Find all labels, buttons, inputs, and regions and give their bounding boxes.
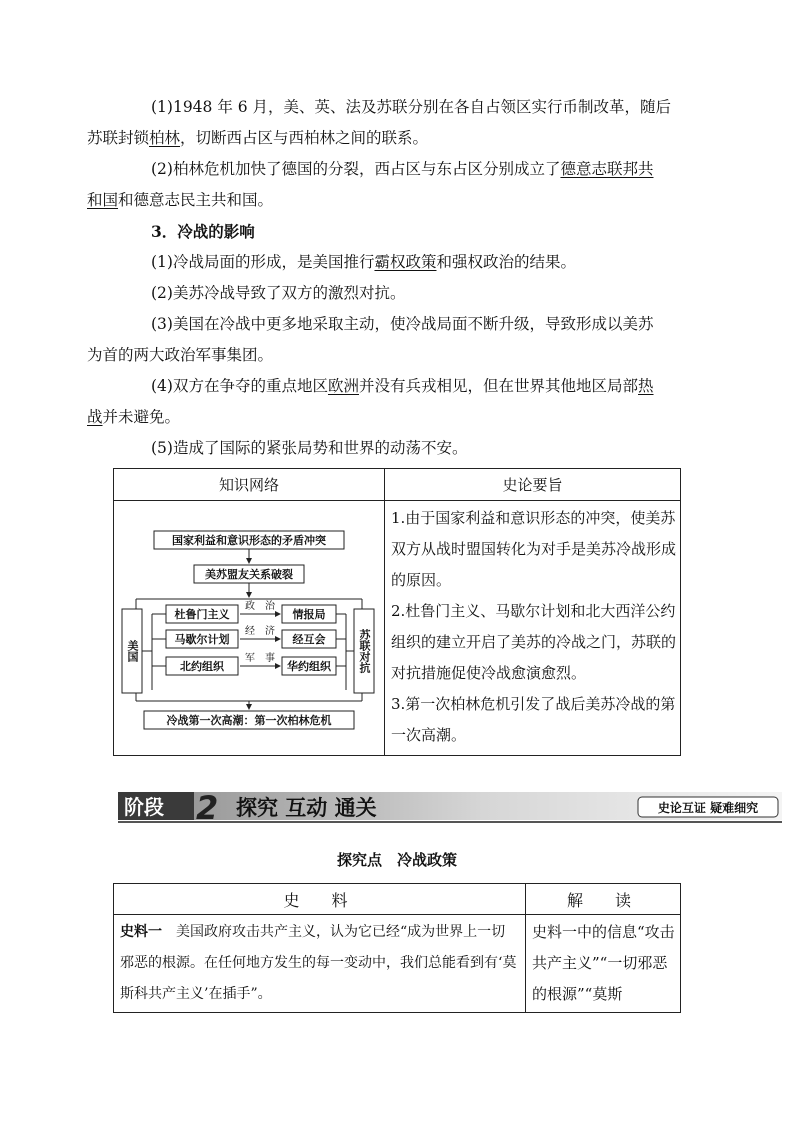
diagram-row1-left: 杜鲁门主义	[174, 608, 230, 621]
text: ，切断西占区与西柏林之间的联系。	[180, 129, 429, 147]
text: 苏联封锁	[87, 129, 150, 147]
diagram-row3-left: 北约组织	[180, 660, 224, 673]
col-header-interpretation: 解 读	[526, 884, 681, 915]
underlined-term: 热	[638, 377, 654, 395]
text: 并未避免。	[102, 408, 181, 426]
source-text: 美国政府攻击共产主义，认为它已经“成为世界上一切邪恶的根源。在任何地方发生的每一变动中，我们总能看到有‘莫斯科共产主义’在插手”。	[120, 924, 517, 1002]
section-heading: 探究点 冷战政策	[336, 851, 457, 869]
col-header-points: 史论要旨	[385, 469, 681, 501]
diagram-usa-label: 美国	[126, 640, 139, 662]
underlined-term: 柏林	[149, 129, 181, 147]
diagram-row3-mid: 军 事	[245, 653, 275, 664]
interpretation-cell: 史料一中的信息“攻击共产主义”“一切邪恶的根源”“莫斯	[526, 915, 681, 1013]
stage-tag: 史论互证 疑难细究	[657, 801, 759, 815]
knowledge-table	[113, 468, 681, 756]
text: (4)双方在争夺的重点地区	[151, 377, 328, 395]
section-3-heading: 3．冷战的影响	[151, 222, 255, 241]
diagram-bottom-label: 冷战第一次高潮：第一次柏林危机	[166, 714, 332, 727]
diagram-row2-mid: 经 济	[245, 626, 275, 637]
diagram-row1-right: 情报局	[292, 608, 326, 621]
knowledge-diagram	[114, 501, 384, 751]
underlined-term: 和国	[87, 191, 119, 209]
underlined-term: 战	[87, 408, 103, 426]
diagram-row2-left: 马歇尔计划	[174, 633, 230, 646]
paragraph-3	[119, 247, 679, 278]
paragraph-4: (2)美苏冷战导致了双方的激烈对抗。	[151, 284, 406, 302]
key-point-2: 2.杜鲁门主义、马歇尔计划和北大西洋公约组织的建立开启了美苏的冷战之门，苏联的对抗措施促使冷战愈演愈烈。	[391, 602, 677, 682]
diagram-row1-mid: 政 治	[245, 601, 275, 612]
underlined-term: 德意志联邦共	[560, 160, 654, 178]
key-point-1: 1.由于国家利益和意识形态的冲突，使美苏双方从战时盟国转化为对手是美苏冷战形成的原因。	[391, 509, 677, 589]
underlined-term: 欧洲	[327, 377, 359, 395]
diagram-ussr-label: 苏联对抗	[358, 629, 371, 673]
stage-number: 2	[196, 789, 219, 824]
diagram-row2-right: 经互会	[292, 633, 326, 646]
text: (3)美国在冷战中更多地采取主动，使冷战局面不断升级，导致形成以美苏	[151, 315, 654, 333]
paragraph-2	[87, 154, 679, 216]
paragraph-7: (5)造成了国际的紧张局势和世界的动荡不安。	[151, 439, 468, 457]
paragraph-6	[87, 371, 679, 433]
text: (1)1948 年 6 月，美、英、法及苏联分别在各自占领区实行币制改革，随后	[151, 98, 672, 116]
text: 并没有兵戎相见，但在世界其他地区局部	[358, 377, 638, 395]
key-points-cell	[385, 501, 681, 756]
col-header-network: 知识网络	[114, 469, 385, 501]
stage-title: 探究 互动 通关	[236, 795, 377, 820]
stage-label: 阶段	[124, 795, 164, 819]
source-table	[113, 883, 681, 1013]
text: (1)冷战局面的形成，是美国推行	[151, 253, 375, 271]
stage-banner	[118, 788, 782, 824]
source-cell	[114, 915, 526, 1013]
knowledge-diagram-cell	[114, 501, 385, 756]
text: (2)柏林危机加快了德国的分裂，西占区与东占区分别成立了	[151, 160, 561, 178]
paragraph-1	[87, 92, 679, 154]
text: 和德意志民主共和国。	[118, 191, 274, 209]
col-header-source: 史 料	[114, 884, 526, 915]
text: 为首的两大政治军事集团。	[87, 346, 274, 364]
underlined-term: 霸权政策	[374, 253, 437, 271]
diagram-row3-right: 华约组织	[287, 660, 331, 673]
key-point-3: 3.第一次柏林危机引发了战后美苏冷战的第一次高潮。	[391, 695, 676, 744]
source-label: 史料一	[120, 924, 162, 940]
diagram-second-label: 美苏盟友关系破裂	[205, 568, 293, 581]
diagram-top-label: 国家利益和意识形态的矛盾冲突	[172, 534, 326, 547]
text: 和强权政治的结果。	[436, 253, 576, 271]
paragraph-5	[87, 309, 679, 371]
